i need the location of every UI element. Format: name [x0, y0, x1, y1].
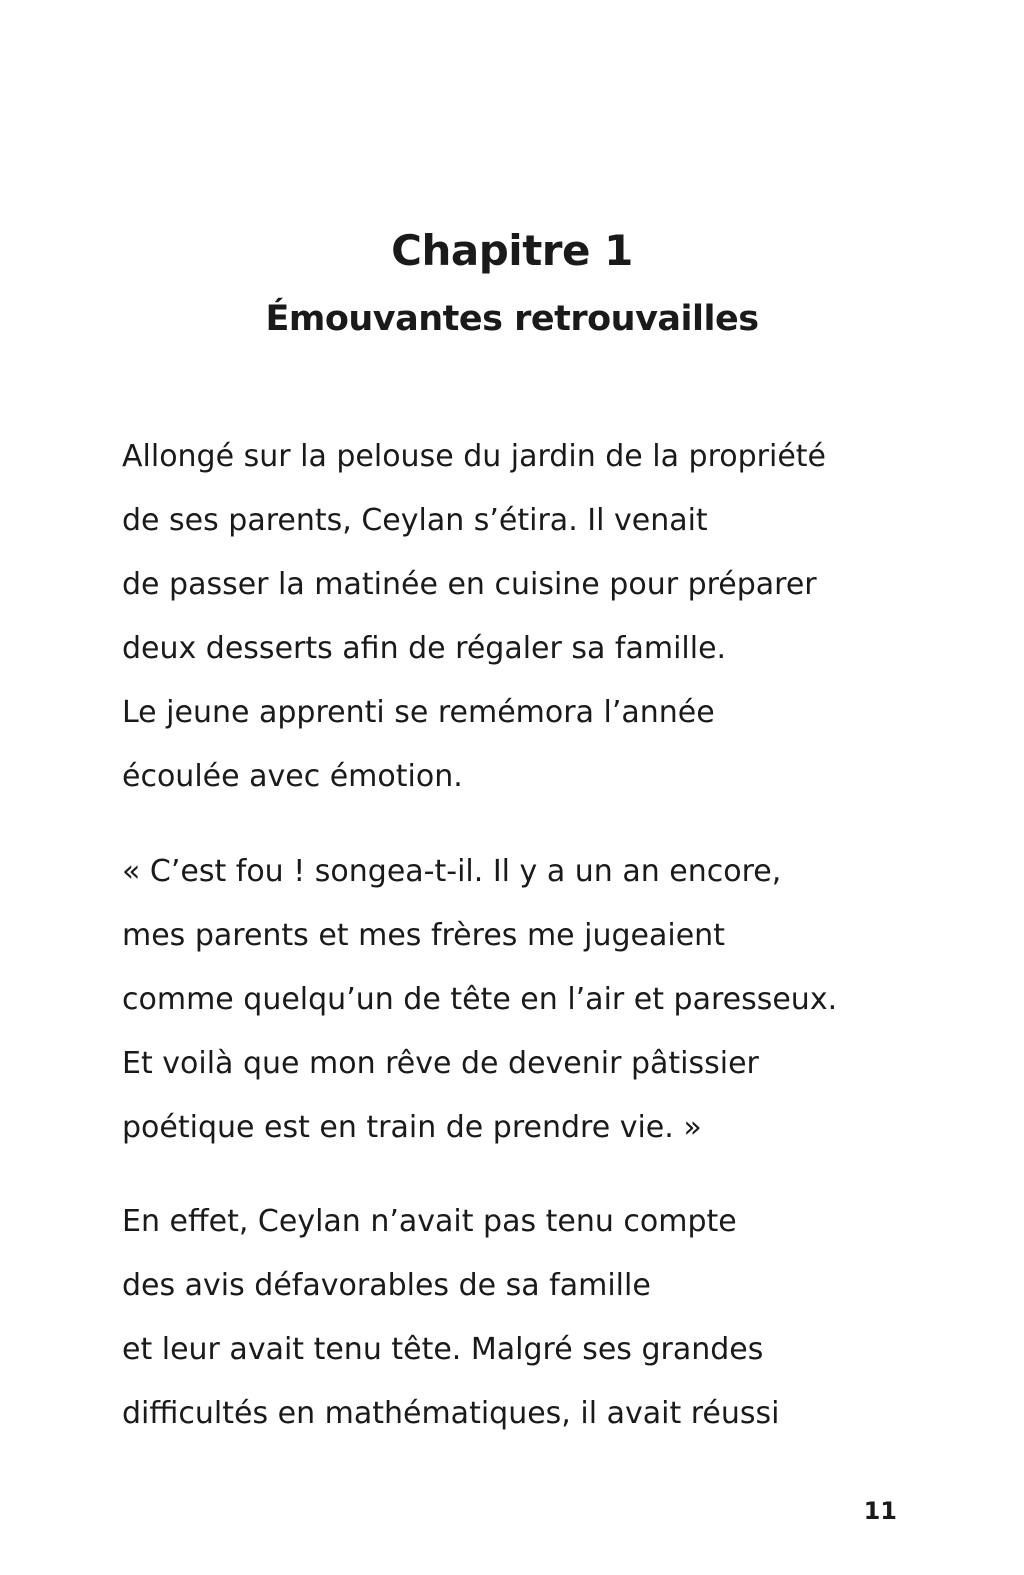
- text-line: des avis défavorables de sa famille: [122, 1268, 651, 1303]
- page-number: 11: [863, 1497, 897, 1525]
- text-line: écoulée avec émotion.: [122, 759, 463, 794]
- text-line: mes parents et mes frères me jugeaient: [122, 918, 725, 953]
- text-line: et leur avait tenu tête. Malgré ses grandes: [122, 1332, 764, 1367]
- paragraph-2: [122, 840, 922, 1160]
- text-line: de passer la matinée en cuisine pour préparer: [122, 567, 817, 602]
- chapter-number: Chapitre 1: [391, 226, 633, 275]
- paragraph-1: [122, 425, 922, 809]
- text-line: difficultés en mathématiques, il avait réussi: [122, 1396, 780, 1431]
- text-line: comme quelqu’un de tête en l’air et paresseux.: [122, 982, 838, 1017]
- paragraph-3: [122, 1190, 922, 1446]
- text-line: « C’est fou ! songea-t-il. Il y a un an encore,: [122, 854, 782, 889]
- text-line: Allongé sur la pelouse du jardin de la propriété: [122, 439, 826, 474]
- text-line: deux desserts afin de régaler sa famille.: [122, 631, 727, 666]
- text-line: Le jeune apprenti se remémora l’année: [122, 695, 715, 730]
- text-line: poétique est en train de prendre vie. »: [122, 1110, 702, 1145]
- text-line: En effet, Ceylan n’avait pas tenu compte: [122, 1204, 737, 1239]
- text-line: Et voilà que mon rêve de devenir pâtissier: [122, 1046, 759, 1081]
- text-line: de ses parents, Ceylan s’étira. Il venait: [122, 503, 708, 538]
- chapter-title: Émouvantes retrouvailles: [265, 299, 759, 339]
